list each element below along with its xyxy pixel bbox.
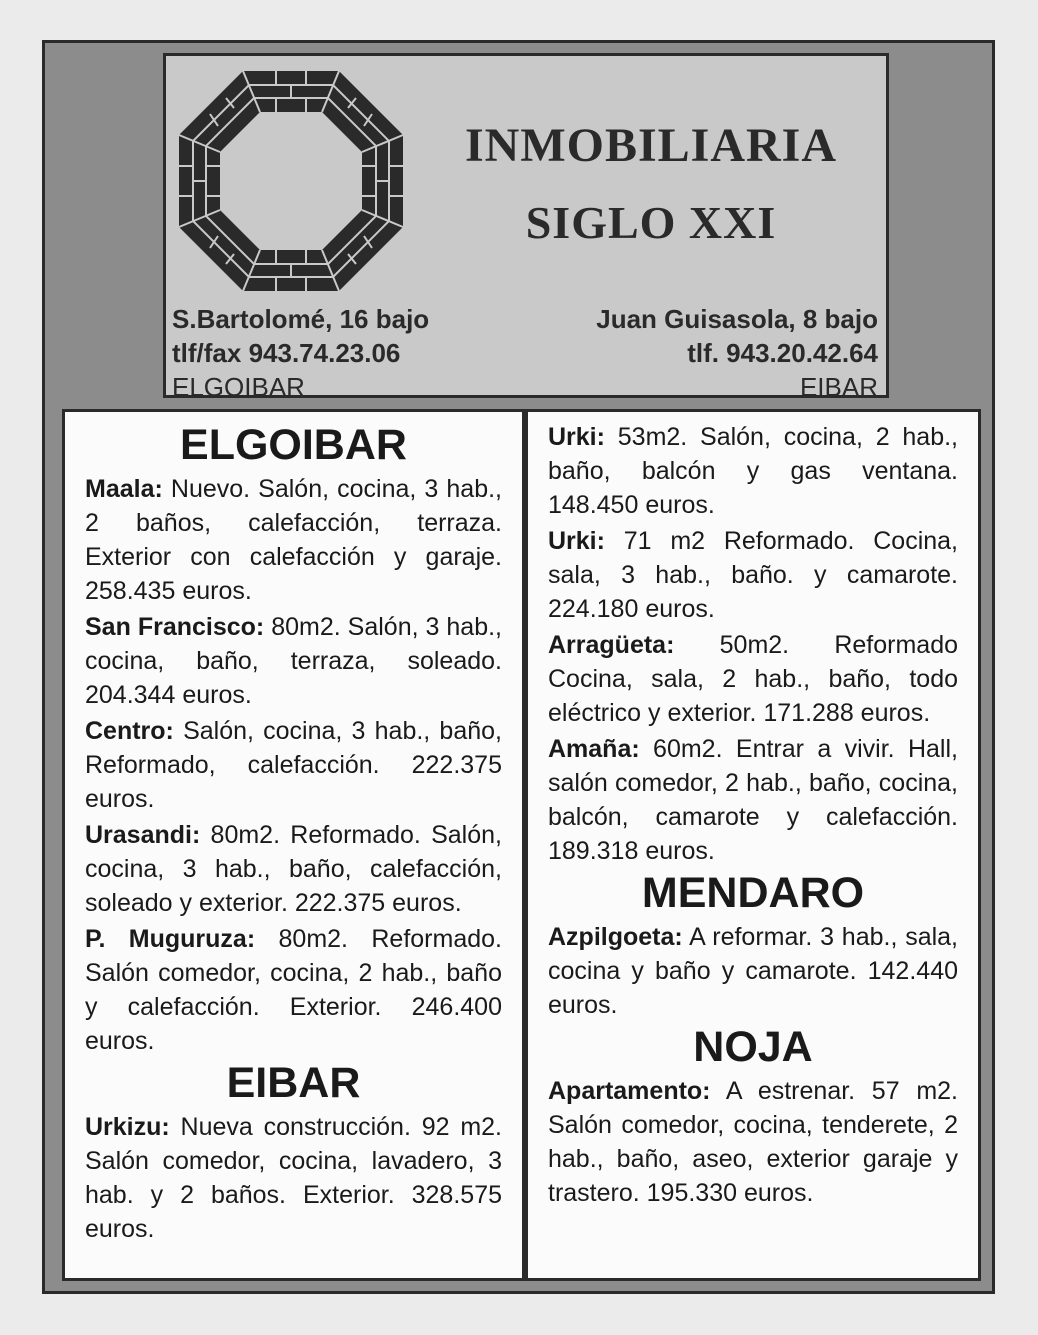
listing-description: 60m2. Entrar a vivir. Hall, salón comedor, 2 hab., baño, cocina, balcón, camarote y calefacción. 189.318 euros.: [548, 735, 958, 865]
section-heading-mendaro: MENDARO: [641, 869, 865, 917]
section-heading-eibar: EIBAR: [226, 1059, 361, 1107]
listing-item: [85, 610, 502, 712]
listing-description: 80m2. Reformado. Salón comedor, cocina, 2 hab., baño y calefacción. Exterior. 246.400 euros.: [85, 925, 502, 1055]
office-address: Juan Guisasola, 8 bajo: [596, 304, 878, 334]
listing-item: [548, 1074, 958, 1210]
listing-name: Centro:: [85, 717, 174, 745]
listing-name: Urki:: [548, 527, 605, 555]
office-phone: tlf. 943.20.42.64: [687, 338, 878, 368]
section-heading-elgoibar: ELGOIBAR: [180, 421, 407, 469]
agency-header: [163, 53, 889, 402]
company-name-line2: SIGLO XXI: [525, 197, 777, 248]
listing-description: Nueva construcción. 92 m2. Salón comedor, cocina, lavadero, 3 hab. y 2 baños. Exterior. 328.575 euros.: [85, 1113, 502, 1243]
listing-item: [548, 524, 958, 626]
company-name-line1: INMOBILIARIA: [464, 119, 838, 172]
listing-name: Azpilgoeta:: [548, 923, 683, 951]
listing-item: [548, 628, 958, 730]
listing-item: [85, 714, 502, 816]
listing-name: Urasandi:: [85, 821, 201, 849]
office-town: ELGOIBAR: [172, 372, 305, 402]
listing-name: Urki:: [548, 423, 605, 451]
listing-description: 80m2. Reformado. Salón, cocina, 3 hab., baño, calefacción, soleado y exterior. 222.375 euros.: [85, 821, 502, 917]
listing-description: A reformar. 3 hab., sala, cocina y baño y camarote. 142.440 euros.: [548, 923, 958, 1019]
listing-name: Arragüeta:: [548, 631, 675, 659]
listing-item: [85, 922, 502, 1058]
listings-column-right: [525, 409, 981, 1281]
listing-name: P. Muguruza:: [85, 925, 256, 953]
listing-name: Urkizu:: [85, 1113, 170, 1141]
listing-item: [548, 732, 958, 868]
listing-description: 71 m2 Reformado. Cocina, sala, 3 hab., baño. y camarote. 224.180 euros.: [548, 527, 958, 623]
listing-name: San Francisco:: [85, 613, 265, 641]
listings-column-left: [62, 409, 525, 1281]
office-town: EIBAR: [799, 372, 878, 402]
listing-item: [548, 420, 958, 522]
office-address: S.Bartolomé, 16 bajo: [172, 304, 430, 334]
listing-item: [85, 1110, 502, 1246]
listing-description: 50m2. Reformado Cocina, sala, 2 hab., baño, todo eléctrico y exterior. 171.288 euros.: [548, 631, 958, 727]
listing-name: Amaña:: [548, 735, 640, 763]
section-heading-noja: NOJA: [693, 1023, 813, 1071]
listing-name: Maala:: [85, 475, 163, 503]
office-elgoibar: [172, 302, 429, 404]
office-eibar: [596, 302, 878, 404]
listing-description: 53m2. Salón, cocina, 2 hab., baño, balcón y gas ventana. 148.450 euros.: [548, 423, 958, 519]
listing-item: [85, 818, 502, 920]
advertisement-frame: [42, 40, 995, 1294]
listing-description: Nuevo. Salón, cocina, 3 hab., 2 baños, calefacción, terraza. Exterior con calefacción y garaje. 258.435 euros.: [85, 475, 502, 605]
listing-description: A estrenar. 57 m2. Salón comedor, cocina, tenderete, 2 hab., baño, aseo, exterior garaje y trastero. 195.330 euros.: [548, 1077, 958, 1207]
listing-name: Apartamento:: [548, 1077, 711, 1105]
listing-item: [548, 920, 958, 1022]
listing-description: 80m2. Salón, 3 hab., cocina, baño, terraza, soleado. 204.344 euros.: [85, 613, 502, 709]
octagon-brick-logo-icon: [176, 68, 406, 294]
listing-description: Salón, cocina, 3 hab., baño, Reformado, calefacción. 222.375 euros.: [85, 717, 502, 813]
office-phone: tlf/fax 943.74.23.06: [172, 338, 401, 368]
listing-item: [85, 472, 502, 608]
